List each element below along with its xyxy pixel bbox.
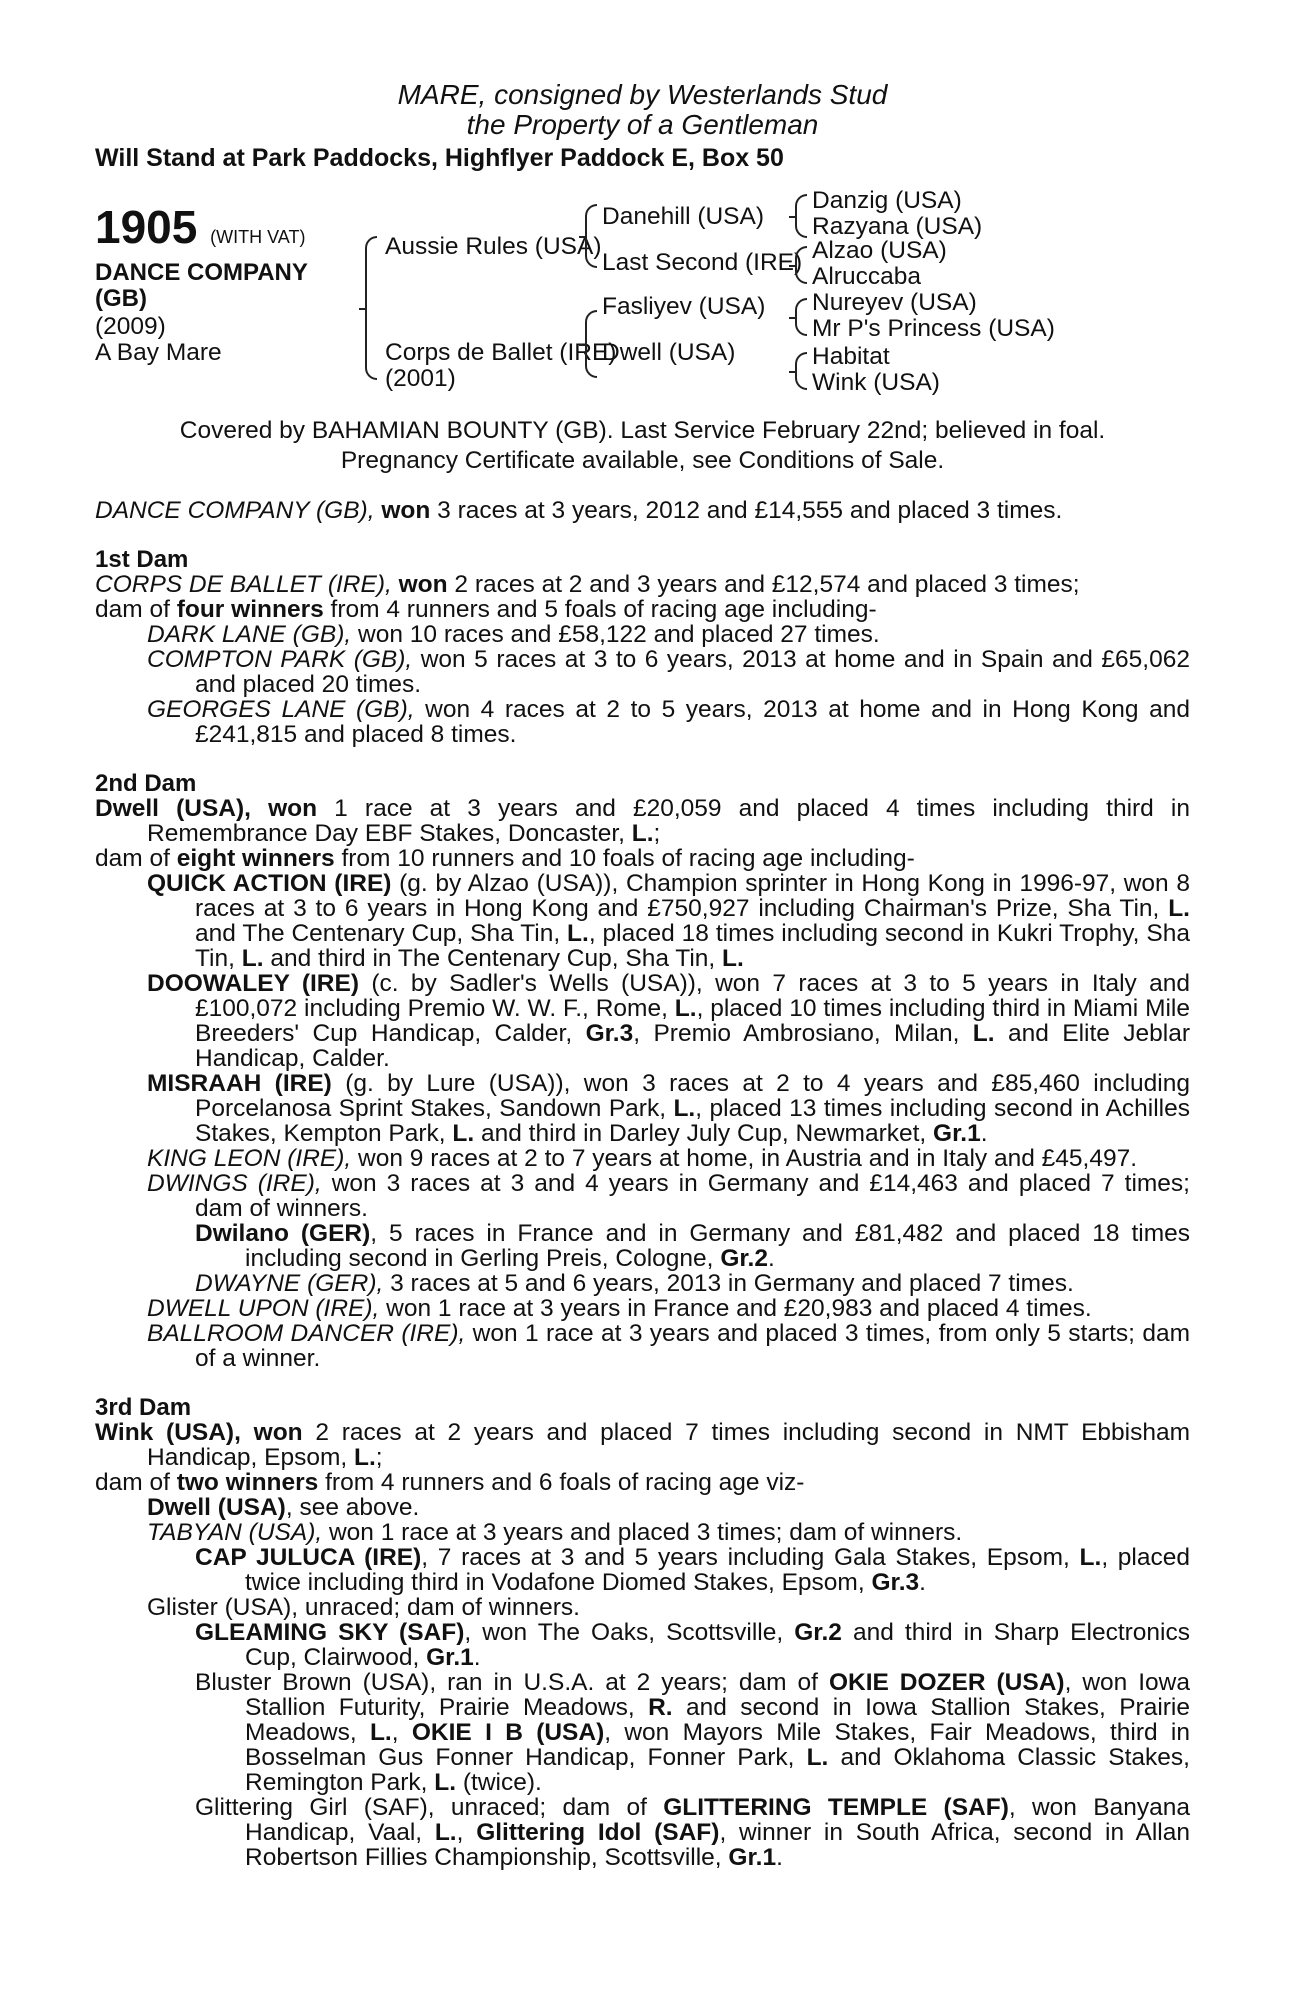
dsd: Mr P's Princess (USA) [812,315,1055,342]
sds: Alzao (USA) [812,237,947,264]
produce-compton-park: COMPTON PARK (GB), won 5 races at 3 to 6 years, 2013 at home and in Spain and £65,062 and placed 20 times. [147,646,1190,698]
brace-2 [585,204,597,268]
horse-name: DANCE COMPANY [95,259,308,286]
stand-location: Will Stand at Park Paddocks, Highflyer Paddock E, Box 50 [95,144,784,172]
pregnancy-line: Pregnancy Certificate available, see Conditions of Sale. [340,447,945,474]
second-dam-record: Dwell (USA), won 1 race at 3 years and £20,059 and placed 4 times including third in Remembrance Day EBF Stakes, Doncaster, L.; [95,795,1190,847]
ssd: Razyana (USA) [812,213,983,240]
produce-gleaming-sky: GLEAMING SKY (SAF), won The Oaks, Scottsville, Gr.2 and third in Sharp Electronics Cup, Clairwood, Gr.1. [195,1619,1190,1671]
produce-dwell: Dwell (USA), see above. [147,1494,420,1521]
dam-dam: Dwell (USA) [602,339,736,366]
sdd: Alruccaba [812,263,921,290]
produce-cap-juluca: CAP JULUCA (IRE), 7 races at 3 and 5 years including Gala Stakes, Epsom, L., placed twice including third in Vodafone Diomed Stakes, Epsom, Gr.3. [195,1544,1190,1596]
brace-4 [795,194,807,238]
produce-glister: Glister (USA), unraced; dam of winners. [147,1594,580,1621]
first-dam-heading: 1st Dam [95,546,189,573]
produce-dwilano: Dwilano (GER), 5 races in France and in Germany and £81,482 and placed 18 times including second in Gerling Preis, Cologne, Gr.2. [195,1220,1190,1272]
horse-year: (2009) [95,313,166,340]
horse-description: A Bay Mare [95,339,222,366]
first-dam-produce-summary: dam of four winners from 4 runners and 5 foals of racing age including- [95,596,877,623]
brace-1 [365,236,377,380]
brace-7 [795,352,807,390]
produce-doowaley: DOOWALEY (IRE) (c. by Sadler's Wells (USA)), won 7 races at 3 to 5 years in Italy and £100,072 including Premio W. W. F., Rome, L., placed 10 times including third in Miami Mile Breeders' Cup Handicap, Calder, Gr.3, Premio Ambrosiano, Milan, L. and Elite Jeblar Handicap, Calder. [147,970,1191,1072]
second-dam-produce-summary: dam of eight winners from 10 runners and 10 foals of racing age including- [95,845,915,872]
third-dam-record: Wink (USA), won 2 races at 2 years and placed 7 times including second in NMT Ebbisham Handicap, Epsom, L.; [95,1419,1191,1471]
sire-sire: Danehill (USA) [602,203,765,230]
produce-dwings: DWINGS (IRE), won 3 races at 3 and 4 years in Germany and £14,463 and placed 7 times; dam of winners. [147,1170,1190,1222]
produce-ballroom-dancer: BALLROOM DANCER (IRE), won 1 race at 3 years and placed 3 times, from only 5 starts; dam of a winner. [147,1320,1191,1372]
dam: Corps de Ballet (IRE) [385,339,617,366]
brace-6 [795,298,807,336]
brace-3 [585,310,597,378]
produce-king-leon: KING LEON (IRE), won 9 races at 2 to 7 years at home, in Austria and in Italy and £45,497. [147,1145,1138,1172]
horse-summary: DANCE COMPANY (GB), won 3 races at 3 years, 2012 and £14,555 and placed 3 times. [95,497,1063,524]
produce-quick-action: QUICK ACTION (IRE) (g. by Alzao (USA)), Champion sprinter in Hong Kong in 1996-97, won 8 races at 3 to 6 years in Hong Kong and £750,927 including Chairman's Prize, Sha Tin, L. and The Centenary Cup, Sha Tin, L., placed 18 times including second in Kukri Trophy, Sha Tin, L. and third in The Centenary Cup, Sha Tin, L. [147,870,1190,972]
ddd: Wink (USA) [812,369,940,396]
horse-suffix: (GB) [95,285,147,312]
lot-number: 1905 (WITH VAT) [95,201,306,253]
sire-dam: Last Second (IRE) [602,249,803,276]
dam-year: (2001) [385,365,456,392]
catalogue-page [95,80,1190,1870]
dds: Habitat [812,343,890,370]
third-dam-heading: 3rd Dam [95,1394,192,1421]
sire: Aussie Rules (USA) [385,233,602,260]
produce-bluster-brown: Bluster Brown (USA), ran in U.S.A. at 2 years; dam of OKIE DOZER (USA), won Iowa Stallion Futurity, Prairie Meadows, R. and second in Iowa Stallion Stakes, Prairie Meadows, L., OKIE I B (USA), won Mayors Mile Stakes, Fair Meadows, third in Bosselman Gus Fonner Handicap, Fonner Park, L. and Oklahoma Classic Stakes, Remington Park, L. (twice). [195,1669,1190,1796]
third-dam-produce-summary: dam of two winners from 4 runners and 6 foals of racing age viz- [95,1469,805,1496]
produce-tabyan: TABYAN (USA), won 1 race at 3 years and placed 3 times; dam of winners. [147,1519,963,1546]
produce-misraah: MISRAAH (IRE) (g. by Lure (USA)), won 3 races at 2 to 4 years and £85,460 including Porcelanosa Sprint Stakes, Sandown Park, L., placed 13 times including second in Achilles Stakes, Kempton Park, L. and third in Darley July Cup, Newmarket, Gr.1. [147,1070,1190,1147]
dam-sire: Fasliyev (USA) [602,293,766,320]
dss: Nureyev (USA) [812,289,977,316]
pedigree-block [95,187,1190,414]
first-dam-record: CORPS DE BALLET (IRE), won 2 races at 2 and 3 years and £12,574 and placed 3 times; [95,571,1080,598]
consignor-line: MARE, consigned by Westerlands Stud [397,79,888,110]
covered-line: Covered by BAHAMIAN BOUNTY (GB). Last Service February 22nd; believed in foal. [179,417,1106,444]
produce-georges-lane: GEORGES LANE (GB), won 4 races at 2 to 5 years, 2013 at home and in Hong Kong and £241,815 and placed 8 times. [147,696,1190,748]
sss: Danzig (USA) [812,187,962,214]
produce-dwell-upon: DWELL UPON (IRE), won 1 race at 3 years in France and £20,983 and placed 4 times. [147,1295,1092,1322]
second-dam-heading: 2nd Dam [95,770,197,797]
produce-dwayne: DWAYNE (GER), 3 races at 5 and 6 years, 2013 in Germany and placed 7 times. [195,1270,1074,1297]
produce-glittering-girl: Glittering Girl (SAF), unraced; dam of GLITTERING TEMPLE (SAF), won Banyana Handicap, Vaal, L., Glittering Idol (SAF), winner in South Africa, second in Allan Robertson Fillies Championship, Scottsville, Gr.1. [195,1794,1190,1871]
brace-5 [795,246,807,284]
property-line: the Property of a Gentleman [466,109,819,140]
produce-dark-lane: DARK LANE (GB), won 10 races and £58,122 and placed 27 times. [147,621,880,648]
